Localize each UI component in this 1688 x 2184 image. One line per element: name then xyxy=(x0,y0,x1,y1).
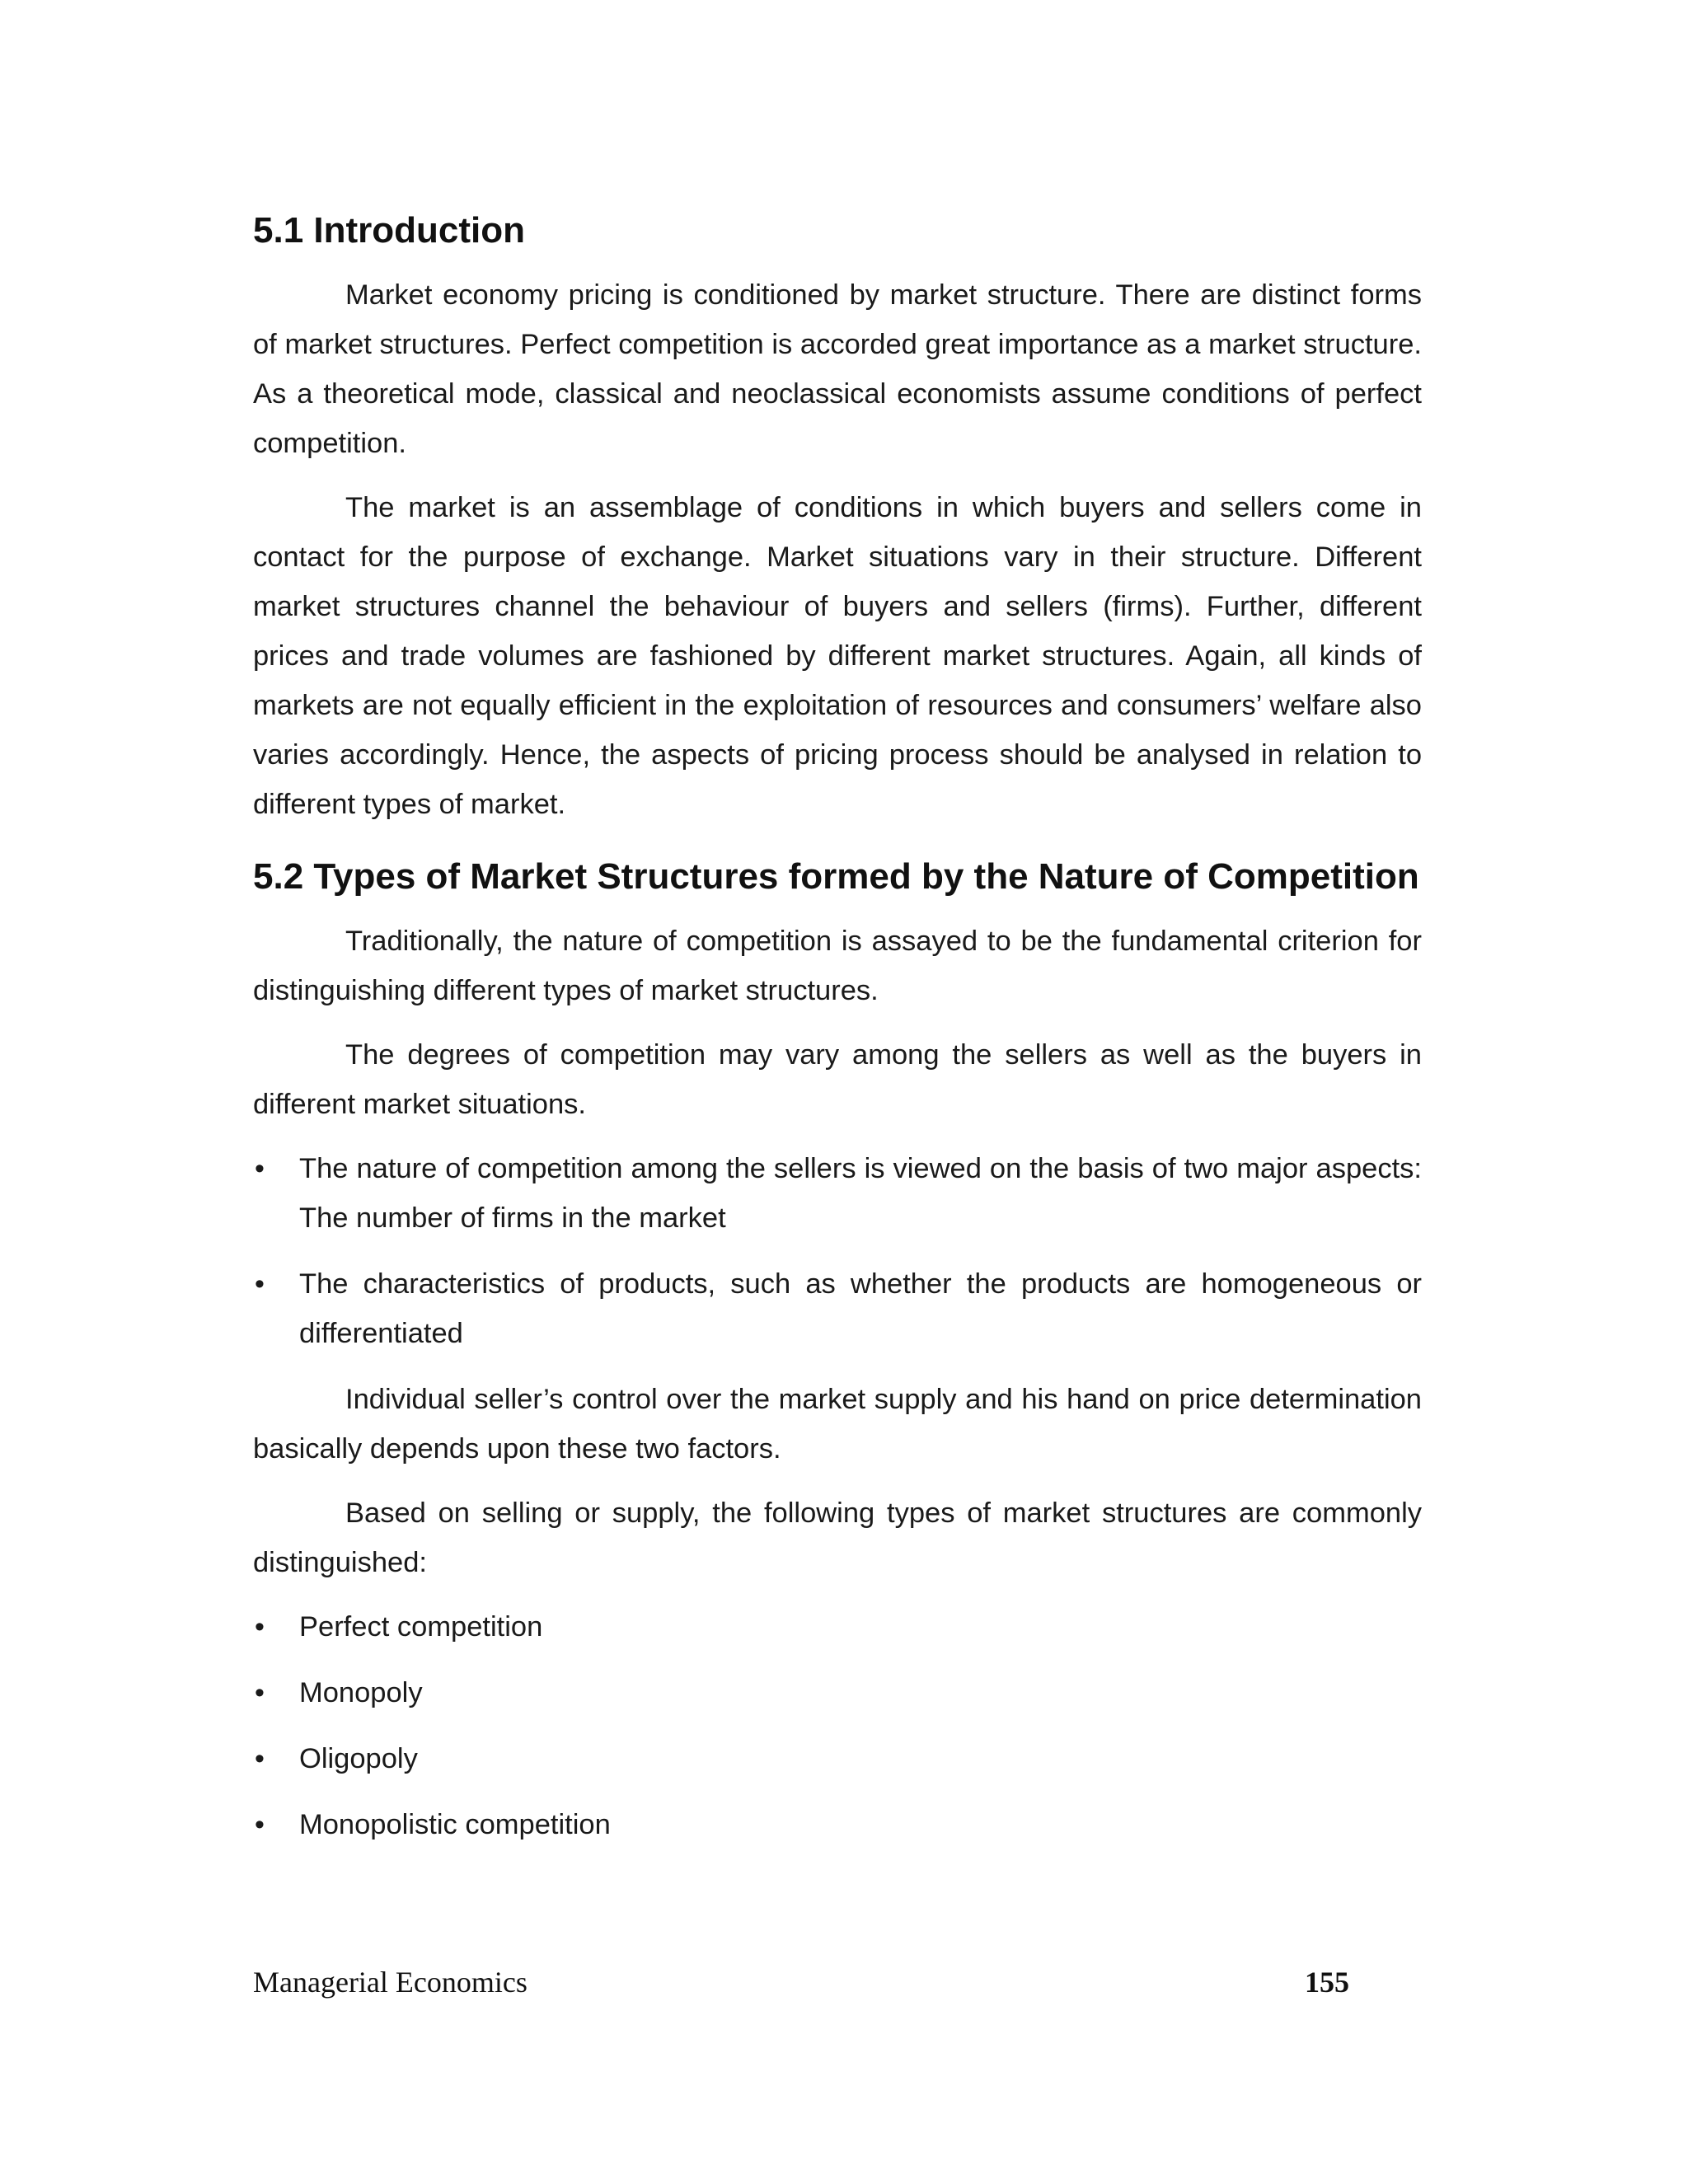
bullet-icon: • xyxy=(255,1743,265,1774)
list-item-text: Oligopoly xyxy=(299,1743,418,1774)
paragraph: The degrees of competition may vary among the sellers as well as the buyers in different market situations. xyxy=(253,1039,1422,1120)
section-heading-introduction: 5.1 Introduction xyxy=(253,210,525,251)
list-item xyxy=(253,1259,1422,1358)
paragraph: Market economy pricing is conditioned by market structure. There are distinct forms of market structures. Perfect competition is accorded great importance as a market structure. As a theoretical mode, classical and neoclassical economists assume conditions of perfect competition. xyxy=(253,279,1422,459)
list-item-text: Perfect competition xyxy=(299,1611,543,1643)
page-content xyxy=(253,198,1422,1866)
list-item-text: The characteristics of products, such as whether the products are homogeneous or differentiated xyxy=(299,1268,1422,1349)
list-item xyxy=(253,1668,1422,1718)
page-number: 155 xyxy=(1305,1966,1349,1999)
list-item xyxy=(253,1734,1422,1783)
list-item-text: Monopoly xyxy=(299,1677,423,1708)
paragraph: The market is an assemblage of conditions in which buyers and sellers come in contact for the purpose of exchange. Market situations vary in their structure. Different market structures channel the behaviour of buyers and sellers (firms). Further, different prices and trade volumes are fashioned by different market structures. Again, all kinds of markets are not equally efficient in the exploitation of resources and consumers’ welfare also varies accordingly. Hence, the aspects of pricing process should be analysed in relation to different types of market. xyxy=(253,492,1422,820)
list-item xyxy=(253,1602,1422,1652)
bullet-icon: • xyxy=(255,1611,265,1643)
bullet-icon: • xyxy=(255,1268,265,1300)
competition-aspects-list xyxy=(253,1144,1422,1358)
paragraph: Individual seller’s control over the market supply and his hand on price determination basically depends upon these two factors. xyxy=(253,1384,1422,1465)
bullet-icon: • xyxy=(255,1677,265,1708)
bullet-icon: • xyxy=(255,1153,265,1184)
market-types-list xyxy=(253,1602,1422,1849)
list-item xyxy=(253,1144,1422,1243)
list-item xyxy=(253,1800,1422,1849)
section-heading-market-structures: 5.2 Types of Market Structures formed by the Nature of Competition xyxy=(253,856,1419,897)
list-item-text: The nature of competition among the sellers is viewed on the basis of two major aspects: The number of firms in the market xyxy=(299,1153,1422,1234)
paragraph: Based on selling or supply, the following types of market structures are commonly distinguished: xyxy=(253,1497,1422,1578)
footer-book-title: Managerial Economics xyxy=(253,1966,528,1999)
bullet-icon: • xyxy=(255,1809,265,1840)
list-item-text: Monopolistic competition xyxy=(299,1809,611,1840)
page-footer xyxy=(253,1961,1349,2003)
paragraph: Traditionally, the nature of competition is assayed to be the fundamental criterion for distinguishing different types of market structures. xyxy=(253,926,1422,1006)
